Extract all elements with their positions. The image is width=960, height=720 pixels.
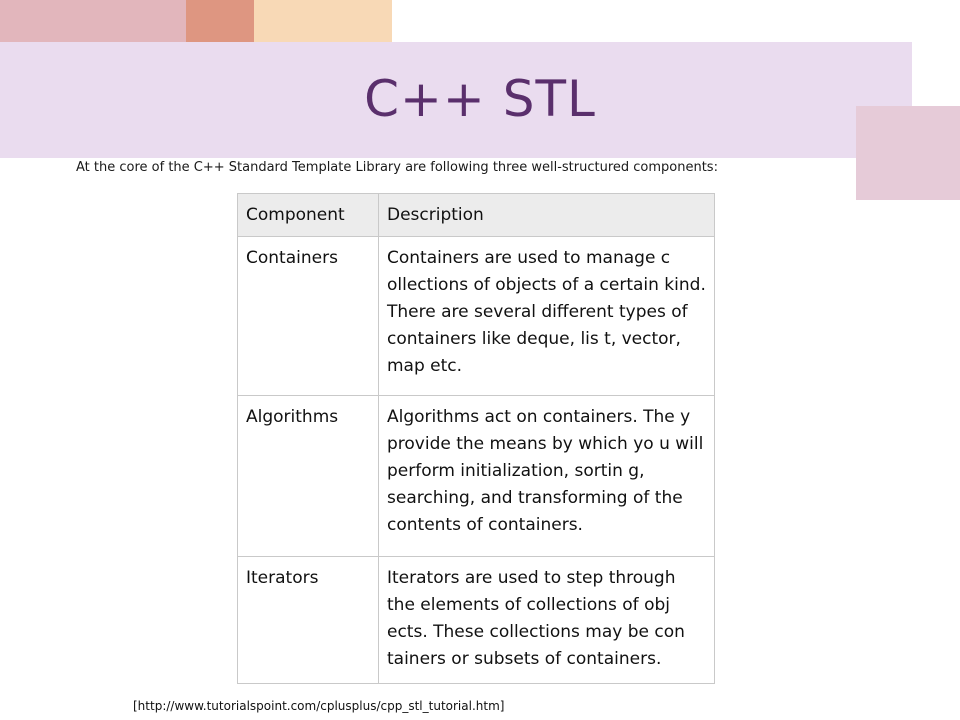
table-header-row bbox=[238, 194, 715, 237]
description-cell: Containers are used to manage c ollections of objects of a certain kind. There are several different types of containers like deque, lis t, vector, map etc. bbox=[379, 237, 715, 396]
source-citation: [http://www.tutorialspoint.com/cplusplus/cpp_stl_tutorial.htm] bbox=[133, 699, 505, 713]
table-row bbox=[238, 237, 715, 396]
table-row bbox=[238, 557, 715, 684]
header-component: Component bbox=[238, 194, 379, 237]
component-cell: Algorithms bbox=[238, 396, 379, 557]
stl-components-table bbox=[237, 193, 715, 684]
description-cell: Algorithms act on containers. The y provide the means by which yo u will perform initialization, sortin g, searching, and transforming of the contents of containers. bbox=[379, 396, 715, 557]
slide-title: C++ STL bbox=[364, 70, 596, 128]
table-row bbox=[238, 396, 715, 557]
component-cell: Containers bbox=[238, 237, 379, 396]
intro-text: At the core of the C++ Standard Template Library are following three well-structured components: bbox=[76, 160, 718, 175]
header-description: Description bbox=[379, 194, 715, 237]
description-cell: Iterators are used to step through the elements of collections of obj ects. These collections may be con tainers or subsets of containers. bbox=[379, 557, 715, 684]
component-cell: Iterators bbox=[238, 557, 379, 684]
